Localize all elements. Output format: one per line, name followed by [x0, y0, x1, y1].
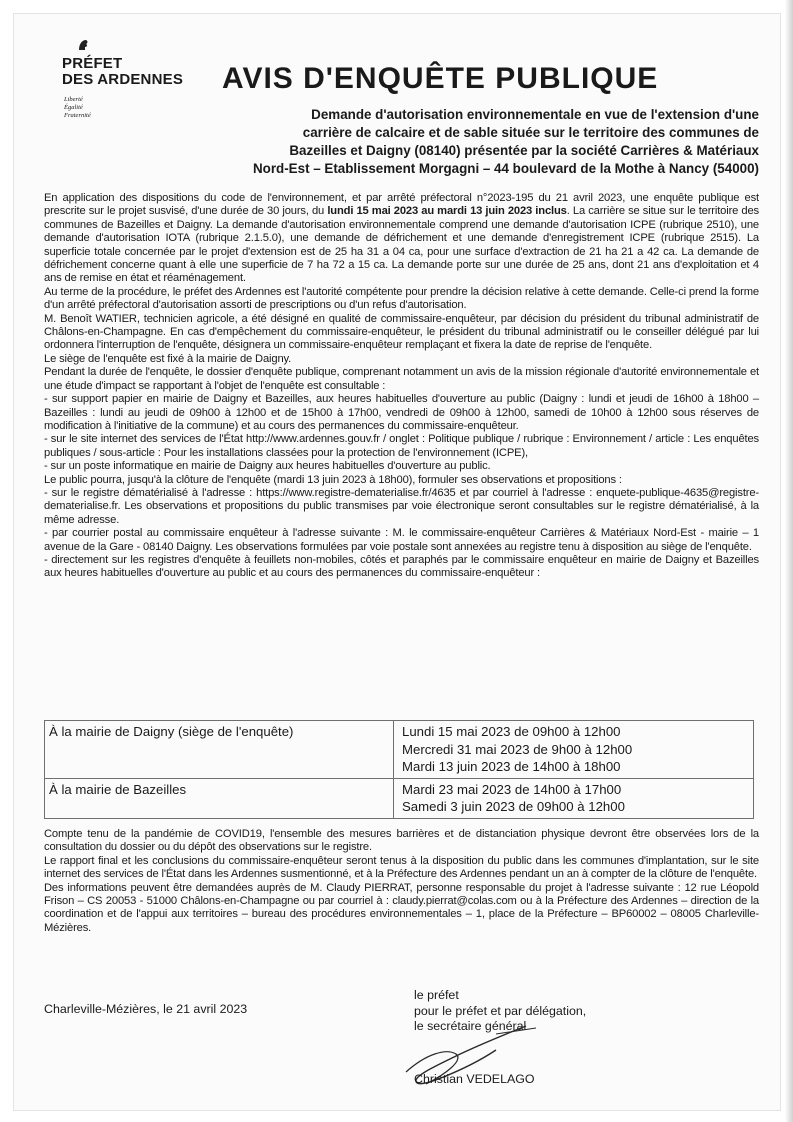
paragraph: Des informations peuvent être demandées auprès de M. Claudy PIERRAT, personne responsable du projet à l'adresse suivante : 12 rue Léopold Frison – CS 20053 - 51000 Châlons-en-Champagne ou par courriel à : claudy.pierrat@colas.com ou à la Préfecture des Ardennes – direction de la coordination et de l'appui aux territoires – bureau des procédures environnementales – 1, place de la Préfecture – BP60002 – 08005 Charleville-Mézières. — [44, 881, 759, 934]
location-cell: À la mairie de Bazeilles — [45, 778, 394, 818]
paragraph: M. Benoît WATIER, technicien agricole, a été désigné en qualité de commissaire-enquêteur, par décision du président du tribunal administratif de Châlons-en-Champagne. En cas d'empêchement du commissaire-enquêteur, le président du tribunal administratif ou le conseiller délégué par lui ordonnera l'interruption de l'enquête, désignera un commissaire-enquêteur remplaçant et fixera la date de reprise de l'enquête. — [44, 312, 759, 352]
intro-text-end: . La carrière se situe sur le territoire des communes de Bazeilles et Daigny. La demande d'autorisation environnementale comprend une demande d'autorisation ICPE (rubrique 2510), une demande d'autorisation IOTA (rubrique 2.1.5.0), une demande de défrichement et une demande d'enregistrement ICPE (rubrique 2515). La superficie totale concernée par le projet d'extension est de 25 ha 31 a 04 ca, pour une surface d'extraction de 21 ha 21 a 42 ca. La demande de défrichement concerne quant à elle une superficie de 7 ha 72 a 15 ca. La demande porte sur une durée de 25 ans, dont 21 ans d'exploitation et 4 ans de remise en état et réaménagement. — [44, 205, 759, 285]
slot: Mardi 23 mai 2023 de 14h00 à 17h00 — [402, 781, 622, 797]
paragraph-intro — [44, 192, 759, 286]
subtitle-line: Bazeilles et Daigny (08140) présentée par la société Carrières & Matériaux — [289, 143, 759, 158]
prefecture-name — [62, 56, 183, 88]
inquiry-dates: lundi 15 mai 2023 au mardi 13 juin 2023 inclus — [327, 205, 567, 218]
subtitle-line: carrière de calcaire et de sable située sur le territoire des communes de — [302, 125, 759, 140]
subtitle-line: Nord-Est – Etablissement Morgagni – 44 boulevard de la Mothe à Nancy (54000) — [252, 161, 759, 176]
paragraph: - sur le site internet des services de l'État http://www.ardennes.gouv.fr / onglet : Politique publique / rubrique : Environnement / article : Les enquêtes publiques / sous-article : Pour les installations classées pour la protection de l'environnement (ICPE), — [44, 433, 759, 459]
notice-body-after — [44, 828, 759, 935]
place-date: Charleville-Mézières, le 21 avril 2023 — [44, 1002, 248, 1016]
signer-name: Christian VEDELAGO — [414, 1072, 535, 1086]
paragraph: Le rapport final et les conclusions du commissaire-enquêteur seront tenus à la disposition du public dans les communes d'implantation, sur le site internet des services de l'État dans les Ardennes susmentionné, et à la Préfecture des Ardennes pendant un an à compter de la clôture de l'enquête. — [44, 854, 759, 881]
subtitle-line: Demande d'autorisation environnementale en vue de l'extension d'une — [311, 107, 759, 122]
paragraph: - par courrier postal au commissaire enquêteur à l'adresse suivante : M. le commissaire-enquêteur Carrières & Matériaux Nord-Est - mairie – 1 avenue de la Gare - 08140 Daigny. Les observations formulées par voie postale sont annexées au registre tenu à disposition au siège de l'enquête. — [44, 527, 759, 553]
devise-liberte: Liberté — [64, 96, 83, 103]
paragraph: Pendant la durée de l'enquête, le dossier d'enquête publique, comprenant notamment un avis de la mission régionale d'autorité environnementale et une étude d'impact se rapportant à l'objet de l'enquête est consultable : — [44, 366, 759, 392]
paragraph: - sur support papier en mairie de Daigny et Bazeilles, aux heures habituelles d'ouverture au public (Daigny : lundi et jeudi de 16h00 à 18h00 – Bazeilles : lundi au jeudi de 09h00 à 12h00 et de 15h00 à 17h00, vendredi de 09h00 à 12h00, samedi de 10h00 à 12h00 sous réserves de modification à l'initiative de la commune) et au cours des permanences du commissaire-enquêteur. — [44, 393, 759, 432]
paragraph: - sur le registre dématérialisé à l'adresse : https://www.registre-dematerialise.fr/4635 et par courriel à l'adresse : enquete-publique-4635@registre-dematerialise.fr. Les observations et propositions du public transmises par voie électronique seront consultables sur le registre dématérialisé, à la même adresse. — [44, 486, 759, 526]
devise-fraternite: Fraternité — [64, 112, 91, 119]
slot: Mardi 13 juin 2023 de 14h00 à 18h00 — [402, 759, 621, 774]
signature-line: pour le préfet et par délégation, — [414, 1003, 587, 1018]
signature-line: le préfet — [414, 988, 459, 1002]
slot: Lundi 15 mai 2023 de 09h00 à 12h00 — [402, 724, 621, 739]
slots-cell — [394, 778, 754, 818]
devise-egalite: Égalité — [64, 104, 83, 111]
marianne-logo-icon — [76, 38, 90, 52]
devise — [64, 96, 91, 120]
scan-edge-shadow — [785, 0, 793, 1122]
table-row — [45, 721, 754, 779]
notice-body — [44, 192, 759, 581]
paragraph: Au terme de la procédure, le préfet des Ardennes est l'autorité compétente pour prendre la décision relative à cette demande. Celle-ci prend la forme d'un arrêté préfectoral d'autorisation assorti de prescriptions ou d'un refus d'autorisation. — [44, 285, 759, 312]
paragraph: Le public pourra, jusqu'à la clôture de l'enquête (mardi 13 juin 2023 à 18h00), formuler ses observations et propositions : — [44, 473, 622, 486]
page-title: AVIS D'ENQUÊTE PUBLIQUE — [222, 62, 659, 95]
paragraph: Le siège de l'enquête est fixé à la mairie de Daigny. — [44, 352, 292, 365]
slots-cell — [394, 721, 754, 779]
location-cell: À la mairie de Daigny (siège de l'enquête) — [45, 721, 394, 779]
notice-page — [14, 14, 780, 1110]
prefet-line1: PRÉFET — [62, 55, 123, 72]
paragraph: Compte tenu de la pandémie de COVID19, l'ensemble des mesures barrières et de distanciation physique devront être observées lors de la consultation du dossier ou du dépôt des observations sur le registre. — [44, 828, 759, 854]
prefet-line2: DES ARDENNES — [62, 71, 184, 88]
page-subtitle — [169, 106, 759, 178]
slot: Mercredi 31 mai 2023 de 9h00 à 12h00 — [402, 741, 633, 757]
slot: Samedi 3 juin 2023 de 09h00 à 12h00 — [402, 799, 625, 814]
paragraph: - sur un poste informatique en mairie de Daigny aux heures habituelles d'ouverture au public. — [44, 460, 491, 473]
table-row — [45, 778, 754, 818]
signature-line: le secrétaire général — [414, 1019, 527, 1033]
permanences-table — [44, 720, 754, 819]
intro-text: En application des dispositions du code de l'environnement, et par arrêté préfectoral n°2023-195 du 21 avril 2023, une enquête publique est prescrite sur le projet susvisé, d'une durée de 30 jours, du — [44, 192, 759, 218]
paragraph: - directement sur les registres d'enquête à feuillets non-mobiles, côtés et paraphés par le commissaire enquêteur en mairie de Daigny et Bazeilles aux heures habituelles d'ouverture au public et au cours des permanences du commissaire-enquêteur : — [44, 553, 759, 580]
